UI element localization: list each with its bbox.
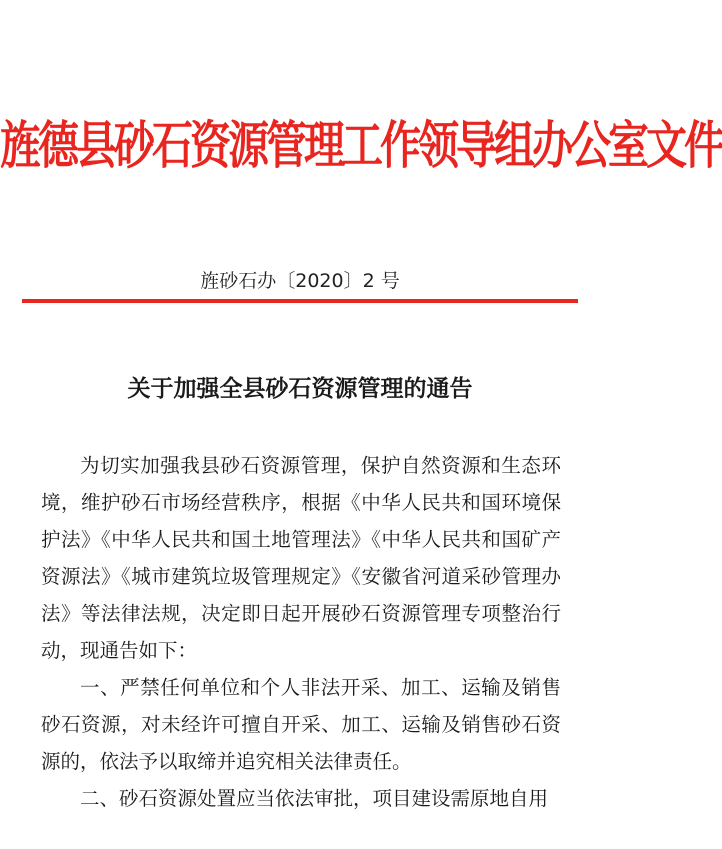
body-paragraph-intro: 为切实加强我县砂石资源管理，保护自然资源和生态环境，维护砂石市场经营秩序，根据《中华人民共和国环境保护法》《中华人民共和国土地管理法》《中华人民共和国矿产资源法》《城市建筑垃圾管理规定》《安徽省河道采砂管理办法》等法律法规，决定即日起开展砂石资源管理专项整治行动，现通告如下： xyxy=(41,454,561,662)
body-paragraph-item-2: 二、砂石资源处置应当依法审批，项目建设需原地自用 xyxy=(80,787,549,810)
notice-title: 关于加强全县砂石资源管理的通告 xyxy=(127,376,473,402)
document-body xyxy=(41,447,561,817)
red-separator-line xyxy=(22,299,578,303)
body-paragraph-item-1: 一、严禁任何单位和个人非法开采、加工、运输及销售砂石资源，对未经许可擅自开采、加工、运输及销售砂石资源的，依法予以取缔并追究相关法律责任。 xyxy=(41,676,561,773)
document-header-title: 旌德县砂石资源管理工作领导组办公室文件 xyxy=(0,115,722,176)
document-number: 旌砂石办〔2020〕2 号 xyxy=(200,270,400,292)
